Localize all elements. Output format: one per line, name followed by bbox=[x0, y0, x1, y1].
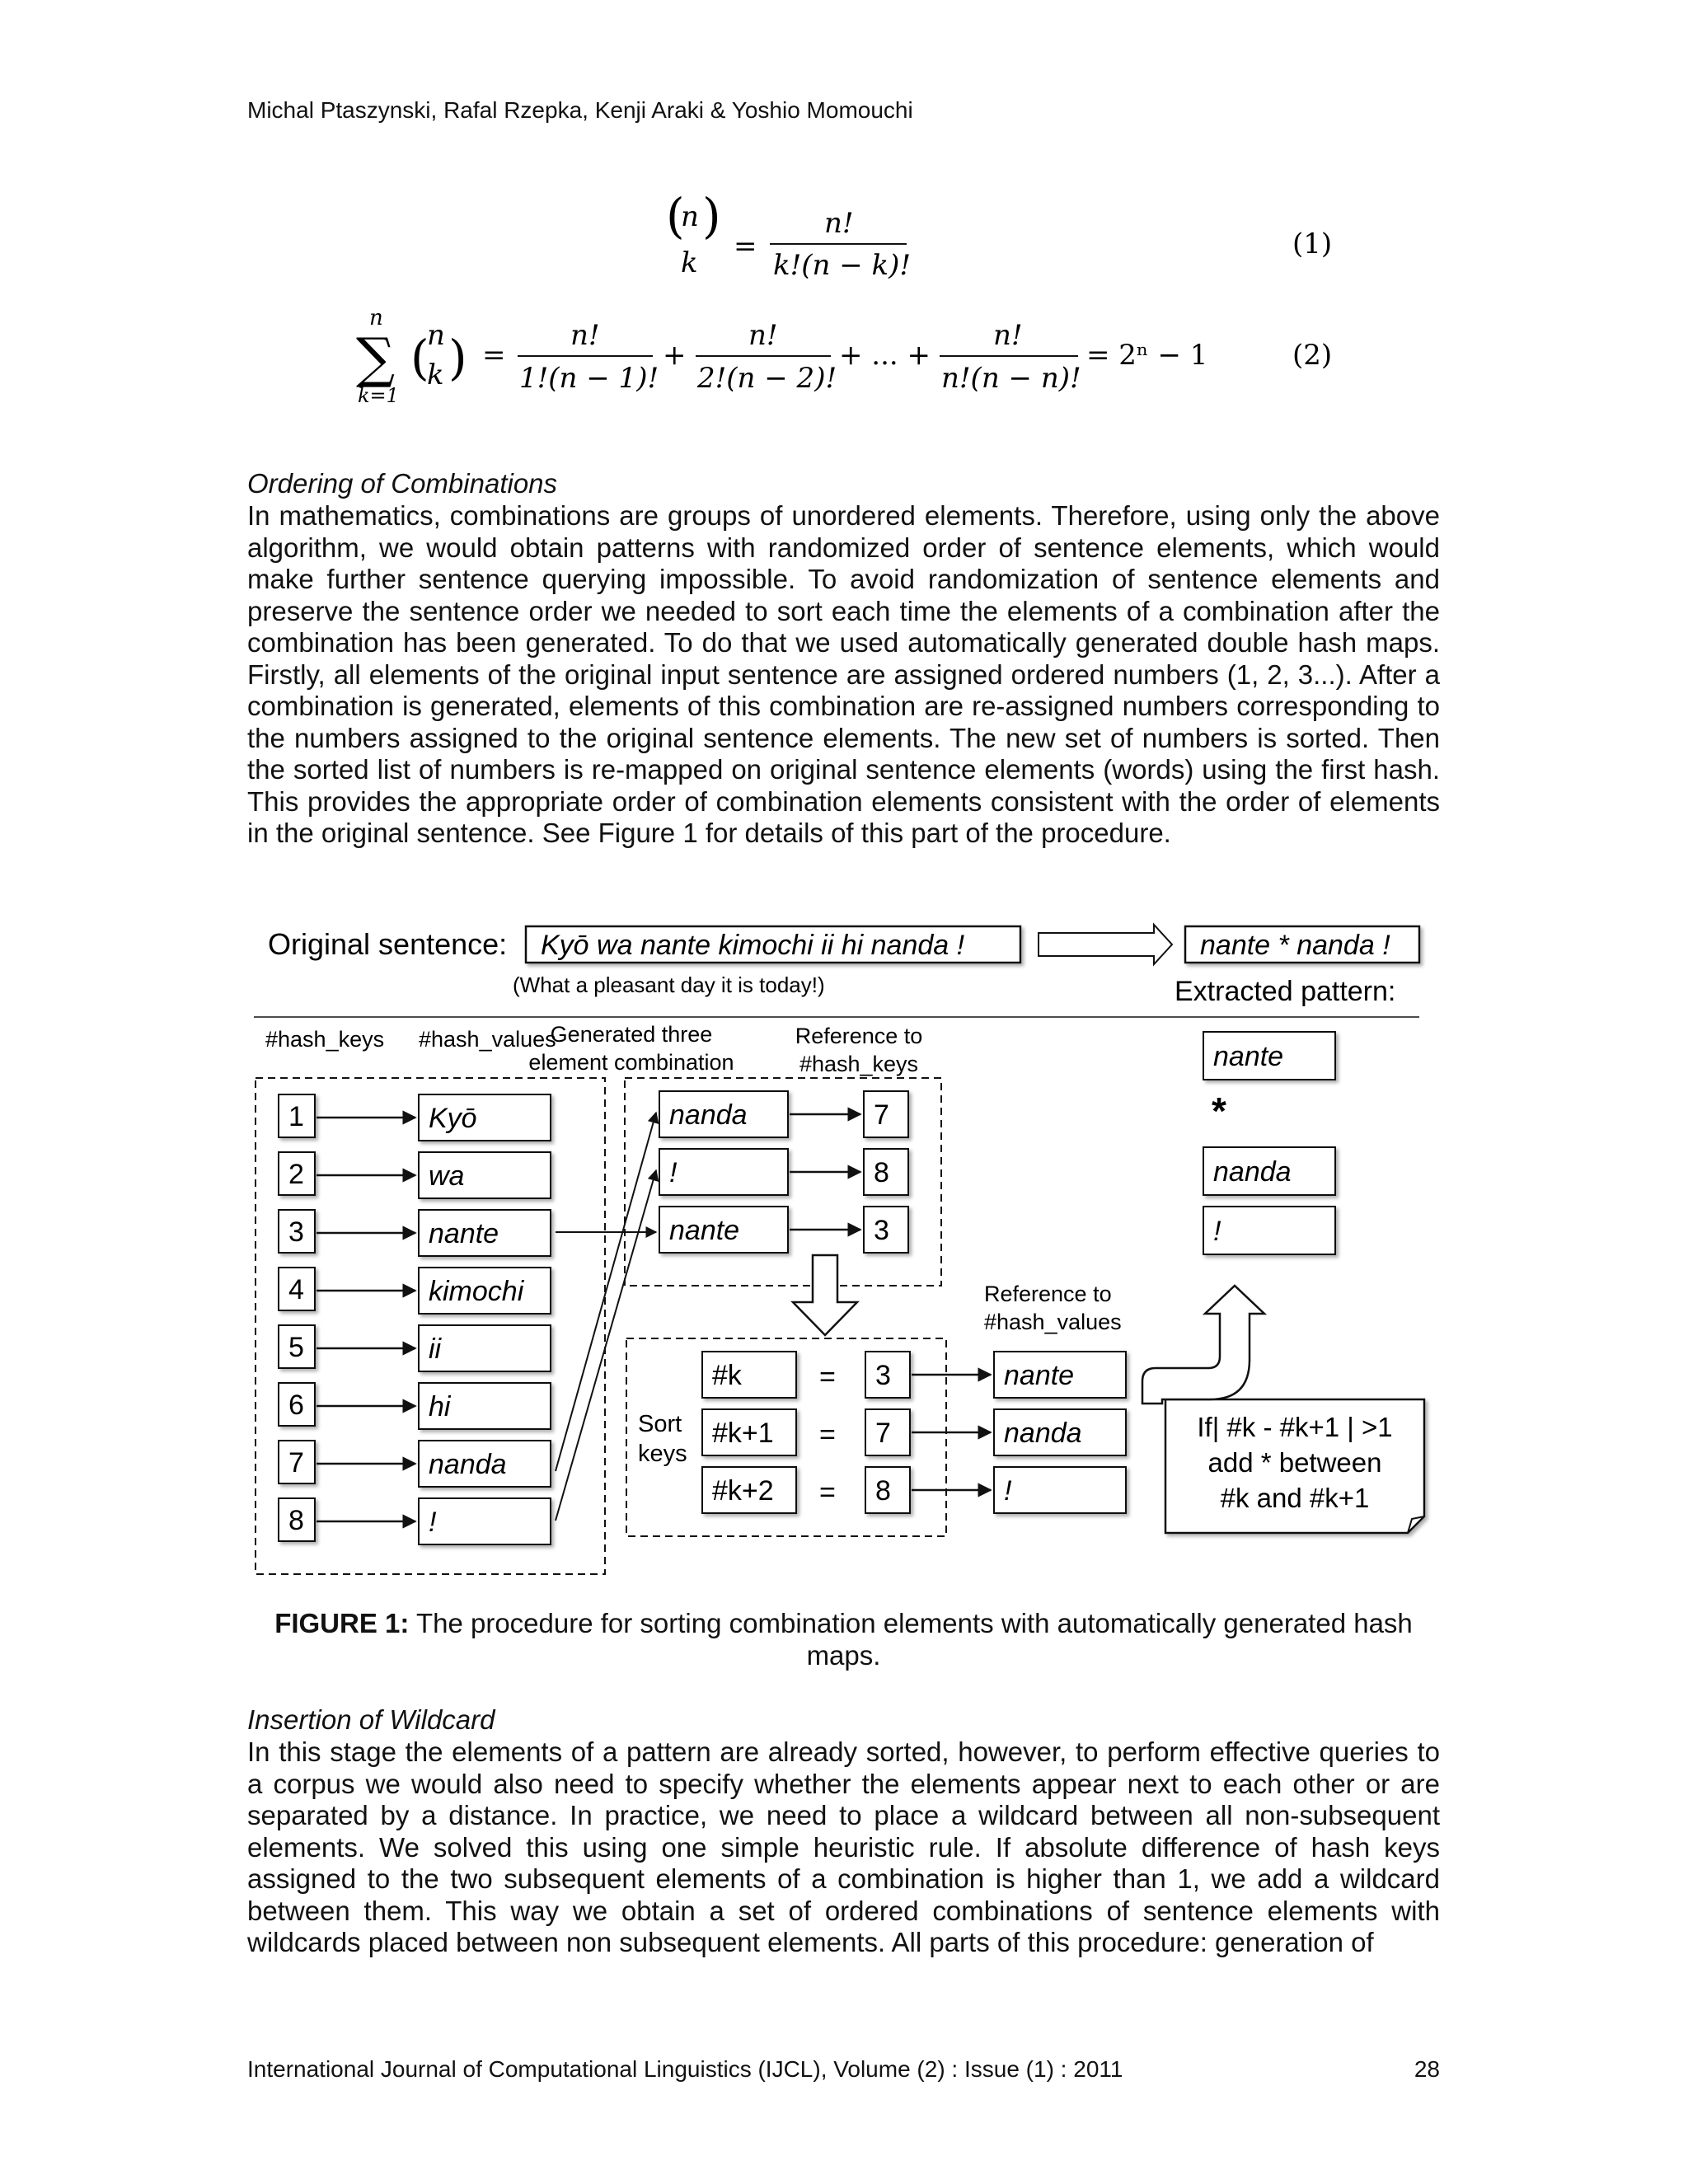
eq2-dots: + ... + bbox=[839, 339, 931, 372]
paragraph-wildcard: In this stage the elements of a pattern are already sorted, however, to perform effective queries to a corpus we would also need to specify whether the elements appear next to each other or are separated by a distance. In practice, we need to place a wildcard between all non-subsequent elements. We solved this using one simple heuristic rule. If absolute difference of hash keys assigned to the two subsequent elements of a combination is higher than 1, we add a wildcard between them. This way we obtain a set of ordered combinations of sentence elements with wildcards placed between non subsequent elements. All parts of this procedure: generation of bbox=[247, 1736, 1440, 1957]
rule-line-3: #k and #k+1 bbox=[1220, 1483, 1370, 1513]
eq2-sum-top: n bbox=[369, 306, 383, 330]
eq2-t1-den: 1!(n − 1)! bbox=[519, 362, 659, 395]
combination-key-1: 7 bbox=[874, 1099, 889, 1131]
extracted-pattern: nante * nanda ! bbox=[1200, 930, 1390, 961]
sorted-number-3: 8 bbox=[875, 1475, 891, 1507]
equation-2 bbox=[356, 306, 1332, 407]
sort-keys-label-1: Sort bbox=[638, 1411, 682, 1437]
sentence-translation: (What a pleasant day it is today!) bbox=[513, 972, 825, 997]
result-element-1: nante bbox=[1213, 1041, 1284, 1072]
combination-element-3: nante bbox=[669, 1215, 740, 1246]
caption-text: The procedure for sorting combination elements with automatically generated hash bbox=[409, 1608, 1413, 1638]
hash-key-1: 1 bbox=[288, 1101, 304, 1132]
hash-value-4: kimochi bbox=[429, 1276, 524, 1307]
generated-combination-label-2: element combination bbox=[528, 1050, 734, 1075]
eq1-binom-top: n bbox=[681, 200, 699, 233]
result-rows bbox=[1203, 1032, 1335, 1254]
sort-key-1: #k bbox=[712, 1360, 742, 1391]
svg-text:(: ( bbox=[410, 330, 429, 386]
figure-1-diagram bbox=[247, 915, 1451, 1582]
eq2-t2-num: n! bbox=[748, 319, 778, 352]
reference-keys-label-1: Reference to bbox=[795, 1024, 923, 1048]
combination-element-2: ! bbox=[669, 1157, 678, 1188]
eq2-binom-bottom: k bbox=[427, 359, 444, 391]
sorted-value-2: nanda bbox=[1004, 1418, 1082, 1449]
sort-key-3: #k+2 bbox=[712, 1475, 774, 1507]
wildcard-asterisk: * bbox=[1212, 1090, 1226, 1132]
hash-key-4: 4 bbox=[288, 1274, 304, 1305]
link-exclamation bbox=[556, 1170, 656, 1521]
hash-keys-label: #hash_keys bbox=[265, 1027, 385, 1052]
generated-combination-label-1: Generated three bbox=[550, 1022, 713, 1047]
hash-value-5: ii bbox=[429, 1333, 442, 1365]
eq2-t2-den: 2!(n − 2)! bbox=[697, 362, 837, 395]
eq1-denominator: k!(n − k)! bbox=[773, 249, 912, 282]
sort-keys-label-2: keys bbox=[638, 1441, 687, 1467]
eq2-t3-num: n! bbox=[993, 319, 1023, 352]
equation-1 bbox=[666, 188, 1332, 282]
eq1-number: (1) bbox=[1292, 227, 1333, 260]
equations bbox=[0, 0, 1688, 462]
sorted-value-1: nante bbox=[1004, 1360, 1075, 1391]
result-element-4: ! bbox=[1213, 1216, 1221, 1247]
eq2-sum-bottom: k=1 bbox=[358, 384, 399, 407]
eq2-t3-den: n!(n − n)! bbox=[941, 362, 1081, 395]
eq2-binom-top: n bbox=[427, 319, 445, 352]
section-heading-wildcard: Insertion of Wildcard bbox=[247, 1704, 495, 1735]
reference-values-label-2: #hash_values bbox=[984, 1310, 1122, 1334]
combination-key-2: 8 bbox=[874, 1157, 889, 1188]
eq1-numerator: n! bbox=[824, 207, 854, 240]
rule-line-1: If| #k - #k+1 | >1 bbox=[1197, 1412, 1393, 1442]
reference-values-label-1: Reference to bbox=[984, 1282, 1112, 1306]
hash-map-rows bbox=[279, 1094, 551, 1544]
combination-element-2-box bbox=[659, 1149, 788, 1195]
caption-label: FIGURE 1: bbox=[274, 1608, 410, 1638]
hash-key-5: 5 bbox=[288, 1332, 304, 1363]
hash-value-8-box bbox=[419, 1498, 551, 1544]
page-header-authors: Michal Ptaszynski, Rafal Rzepka, Kenji Araki & Yoshio Momouchi bbox=[247, 97, 913, 123]
hash-value-1: Kyō bbox=[429, 1103, 477, 1134]
page-number: 28 bbox=[1414, 2056, 1440, 2082]
sorted-number-1: 3 bbox=[875, 1360, 891, 1391]
sorted-number-2: 7 bbox=[875, 1418, 891, 1449]
original-sentence-label: Original sentence: bbox=[268, 927, 508, 961]
figure-caption: FIGURE 1: The procedure for sorting combination elements with automatically generated hash maps. bbox=[274, 1608, 1413, 1671]
eq2-t1-num: n! bbox=[570, 319, 600, 352]
eq2-rhs: = 2ⁿ − 1 bbox=[1086, 339, 1208, 372]
svg-text:): ) bbox=[448, 330, 467, 386]
hash-key-8: 8 bbox=[288, 1505, 304, 1536]
down-arrow-icon bbox=[793, 1255, 857, 1335]
rule-line-2: add * between bbox=[1207, 1447, 1382, 1478]
sort-rows bbox=[702, 1352, 1126, 1513]
paragraph-ordering: In mathematics, combinations are groups of unordered elements. Therefore, using only the above algorithm, we would obtain patterns with randomized order of sentence elements, which would make further sentence querying impossible. To avoid randomization of sentence elements and preserve the sentence order we needed to sort each time the elements of a combination after the combination has been generated. To do that we used automatically generated double hash maps. Firstly, all elements of the original input sentence are assigned ordered numbers (1, 2, 3...). After a combination is generated, elements of this combination are re-assigned numbers corresponding to the numbers assigned to the original sentence elements. The new set of numbers is sorted. Then the sorted list of numbers is re-mapped on original sentence elements (words) using the first hash. This provides the appropriate order of combination elements consistent with the order of elements in the original sentence. See Figure 1 for details of this part of the procedure. bbox=[247, 500, 1440, 848]
sorted-value-3: ! bbox=[1004, 1475, 1012, 1507]
hash-value-3: nante bbox=[429, 1218, 499, 1249]
reference-keys-label-2: #hash_keys bbox=[799, 1052, 919, 1076]
hash-value-8: ! bbox=[429, 1507, 437, 1538]
equals-sign: = bbox=[819, 1477, 836, 1508]
svg-text:(: ( bbox=[666, 188, 685, 244]
hash-key-7: 7 bbox=[288, 1447, 304, 1479]
equals-sign: = bbox=[819, 1419, 836, 1451]
equals-sign: = bbox=[819, 1361, 836, 1393]
hash-value-7: nanda bbox=[429, 1449, 507, 1480]
hash-key-3: 3 bbox=[288, 1216, 304, 1248]
combination-element-1: nanda bbox=[669, 1099, 748, 1131]
hash-value-2: wa bbox=[429, 1160, 465, 1192]
footer-journal: International Journal of Computational Linguistics (IJCL), Volume (2) : Issue (1) : 2011 bbox=[247, 2056, 1123, 2082]
eq2-number: (2) bbox=[1292, 339, 1333, 372]
sorted-value-3-box bbox=[994, 1467, 1126, 1513]
combination-rows bbox=[659, 1091, 908, 1253]
extracted-pattern-label: Extracted pattern: bbox=[1175, 976, 1396, 1007]
result-element-4-box bbox=[1203, 1207, 1335, 1254]
up-curved-arrow-icon bbox=[1142, 1286, 1264, 1404]
original-sentence: Kyō wa nante kimochi ii hi nanda ! bbox=[541, 930, 965, 961]
eq2-sigma: ∑ bbox=[356, 326, 396, 390]
combination-key-3: 3 bbox=[874, 1215, 889, 1246]
section-heading-ordering: Ordering of Combinations bbox=[247, 468, 558, 499]
eq1-binom-bottom: k bbox=[681, 246, 698, 279]
hash-key-6: 6 bbox=[288, 1390, 304, 1421]
hash-values-label: #hash_values bbox=[419, 1027, 556, 1052]
result-element-3: nanda bbox=[1213, 1156, 1292, 1188]
hash-value-6: hi bbox=[429, 1391, 451, 1422]
svg-text:=: = bbox=[482, 339, 506, 372]
right-arrow-icon bbox=[1039, 925, 1172, 964]
svg-text:): ) bbox=[702, 188, 721, 244]
svg-text:=: = bbox=[734, 230, 757, 263]
hash-key-2: 2 bbox=[288, 1159, 304, 1190]
svg-text:+: + bbox=[663, 339, 687, 372]
sort-key-2: #k+1 bbox=[712, 1418, 774, 1449]
